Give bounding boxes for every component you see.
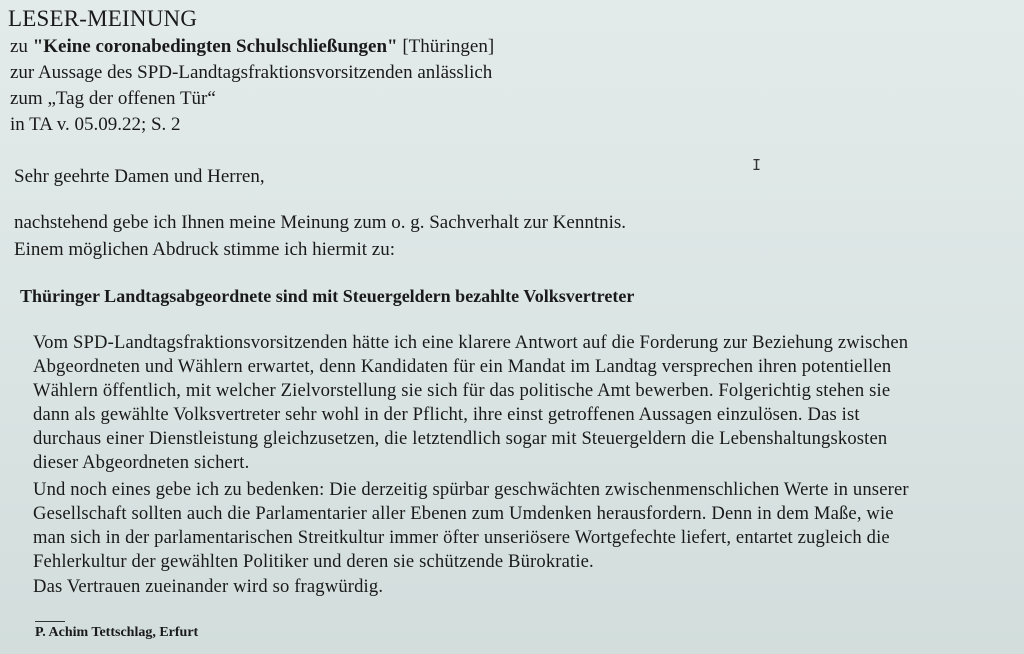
reference-line-statement: zur Aussage des SPD-Landtagsfraktionsvorsitzenden anlässlich [10, 62, 493, 83]
intro-line-2: Einem möglichen Abdruck stimme ich hiermit zu: [14, 239, 395, 260]
page-title: LESER-MEINUNG [8, 6, 198, 31]
body-line: Fehlerkultur der gewählten Politiker und deren sie schützende Bürokratie. [33, 551, 594, 572]
body-line: Und noch eines gebe ich zu bedenken: Die derzeitig spürbar geschwächten zwischenmenschlichen Werte in unserer [33, 479, 909, 500]
reference-line-source: in TA v. 05.09.22; S. 2 [10, 114, 181, 135]
article-title: "Keine coronabedingten Schulschließungen" [32, 36, 398, 57]
reference-line-event: zum „Tag der offenen Tür“ [10, 88, 216, 109]
intro-line-1: nachstehend gebe ich Ihnen meine Meinung zum o. g. Sachverhalt zur Kenntnis. [14, 212, 627, 233]
letter-headline: Thüringer Landtagsabgeordnete sind mit Steuergeldern bezahlte Volksvertreter [20, 286, 635, 306]
body-line: durchaus einer Dienstleistung gleichzusetzen, die letztendlich sogar mit Steuergeldern die Lebenshaltungskosten [33, 428, 888, 449]
text-cursor-icon: I [752, 156, 762, 174]
signature: P. Achim Tettschlag, Erfurt [35, 625, 199, 640]
reference-region: [Thüringen] [397, 36, 495, 57]
body-line: dann als gewählte Volksvertreter sehr wohl in der Pflicht, ihre einst getroffenen Aussagen einzulösen. Das ist [33, 404, 860, 425]
reference-line-topic [10, 36, 494, 58]
body-line: Gesellschaft sollten auch die Parlamentarier aller Ebenen zum Umdenken herausfordern. Denn in dem Maße, wie [33, 503, 894, 524]
body-line: Vom SPD-Landtagsfraktionsvorsitzenden hätte ich eine klarere Antwort auf die Forderung zur Beziehung zwischen [33, 332, 909, 353]
body-line: man sich in der parlamentarischen Streitkultur immer öfter unseriösere Wortgefechte liefert, entartet zugleich die [33, 527, 890, 548]
body-line: Wählern öffentlich, mit welcher Zielvorstellung sie sich für das politische Amt bewerben. Folgerichtig stehen sie [33, 380, 891, 401]
body-line: Das Vertrauen zueinander wird so fragwürdig. [33, 576, 384, 597]
body-line: dieser Abgeordneten sichert. [33, 452, 250, 473]
signature-divider [35, 621, 65, 622]
body-line: Abgeordneten und Wählern erwartet, denn Kandidaten für ein Mandat im Landtag versprechen ihren potentiellen [33, 356, 892, 377]
greeting: Sehr geehrte Damen und Herren, [14, 166, 265, 187]
reference-prefix: zu [10, 36, 33, 57]
